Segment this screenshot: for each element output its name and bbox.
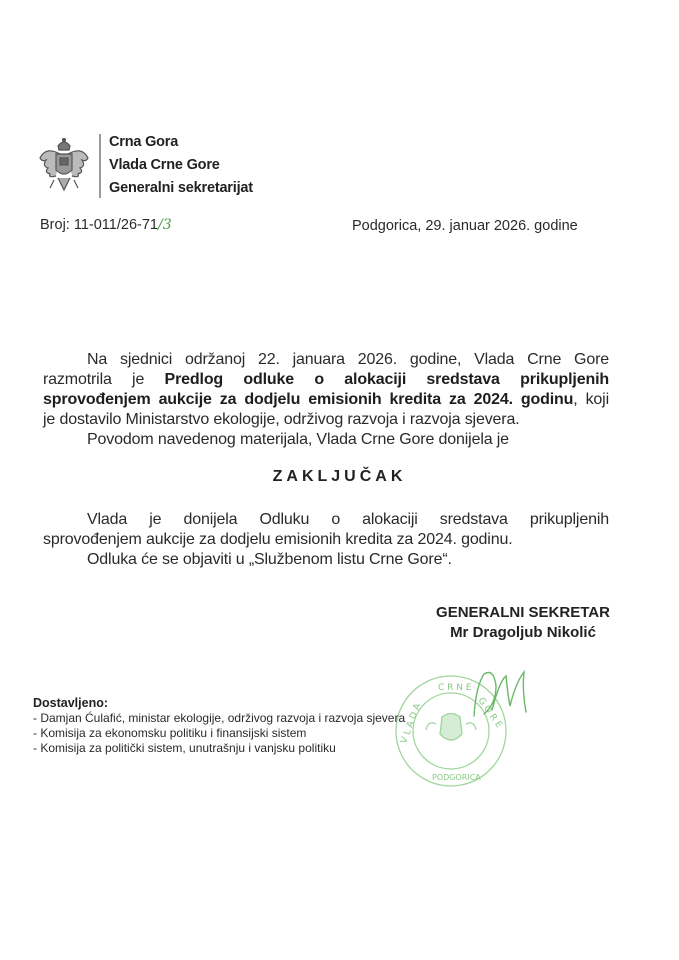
conclusion-paragraph xyxy=(43,510,609,570)
body-line: Povodom navedenog materijala, Vlada Crne Gore donijela je xyxy=(87,431,509,448)
signatory-role: GENERALNI SEKRETAR xyxy=(436,604,610,621)
header-government: Vlada Crne Gore xyxy=(109,157,220,173)
conclusion-line: sprovođenjem aukcije za dodjelu emisionih kredita za 2024. godinu. xyxy=(43,531,513,548)
svg-text:G O R E: G O R E xyxy=(475,695,504,731)
distribution-title: Dostavljeno: xyxy=(33,696,109,710)
handwritten-suffix: /3 xyxy=(157,217,172,233)
body-line: Na sjednici održanoj 22. januara 2026. godine, Vlada Crne Gore xyxy=(87,351,609,368)
conclusion-line: Vlada je donijela Odluku o alokaciji sredstava prikupljenih xyxy=(87,511,609,528)
body-line xyxy=(43,370,609,390)
body-line: je dostavilo Ministarstvo ekologije, održivog razvoja i razvoja sjevera. xyxy=(43,411,520,428)
proposal-title-part: Predlog odluke o alokaciji sredstava prikupljenih xyxy=(164,371,609,388)
reference-value: 11-011/26-71 xyxy=(73,217,158,233)
header-country: Crna Gora xyxy=(109,134,179,150)
svg-text:PODGORICA: PODGORICA xyxy=(432,773,481,782)
handwritten-signature xyxy=(466,666,536,726)
body-text: razmotrila je xyxy=(43,371,145,388)
proposal-title-part: sprovođenjem aukcije za dodjelu emisionih kredita za 2024. godinu xyxy=(43,391,574,408)
header-divider xyxy=(99,134,101,198)
header-department: Generalni sekretarijat xyxy=(109,180,253,196)
distribution-item: - Komisija za politički sistem, unutrašnju i vanjsku politiku xyxy=(33,741,336,755)
svg-text:C R N E: C R N E xyxy=(438,683,472,693)
body-line xyxy=(43,390,609,410)
conclusion-line: Odluka će se objaviti u „Službenom listu Crne Gore“. xyxy=(87,551,452,568)
svg-text:V L A D A: V L A D A xyxy=(399,702,424,746)
distribution-item: - Komisija za ekonomsku politiku i finansijski sistem xyxy=(33,726,307,740)
distribution-item: - Damjan Ćulafić, ministar ekologije, održivog razvoja i razvoja sjevera xyxy=(33,711,406,725)
coat-of-arms-icon xyxy=(36,136,92,196)
reference-label: Broj: xyxy=(40,217,70,233)
signatory-name: Mr Dragoljub Nikolić xyxy=(450,624,596,641)
body-paragraph xyxy=(43,350,609,450)
place-date: Podgorica, 29. januar 2026. godine xyxy=(352,218,578,234)
body-text: , koji xyxy=(573,391,609,408)
conclusion-title: ZAKLJUČAK xyxy=(272,468,407,485)
reference-number xyxy=(40,217,172,233)
